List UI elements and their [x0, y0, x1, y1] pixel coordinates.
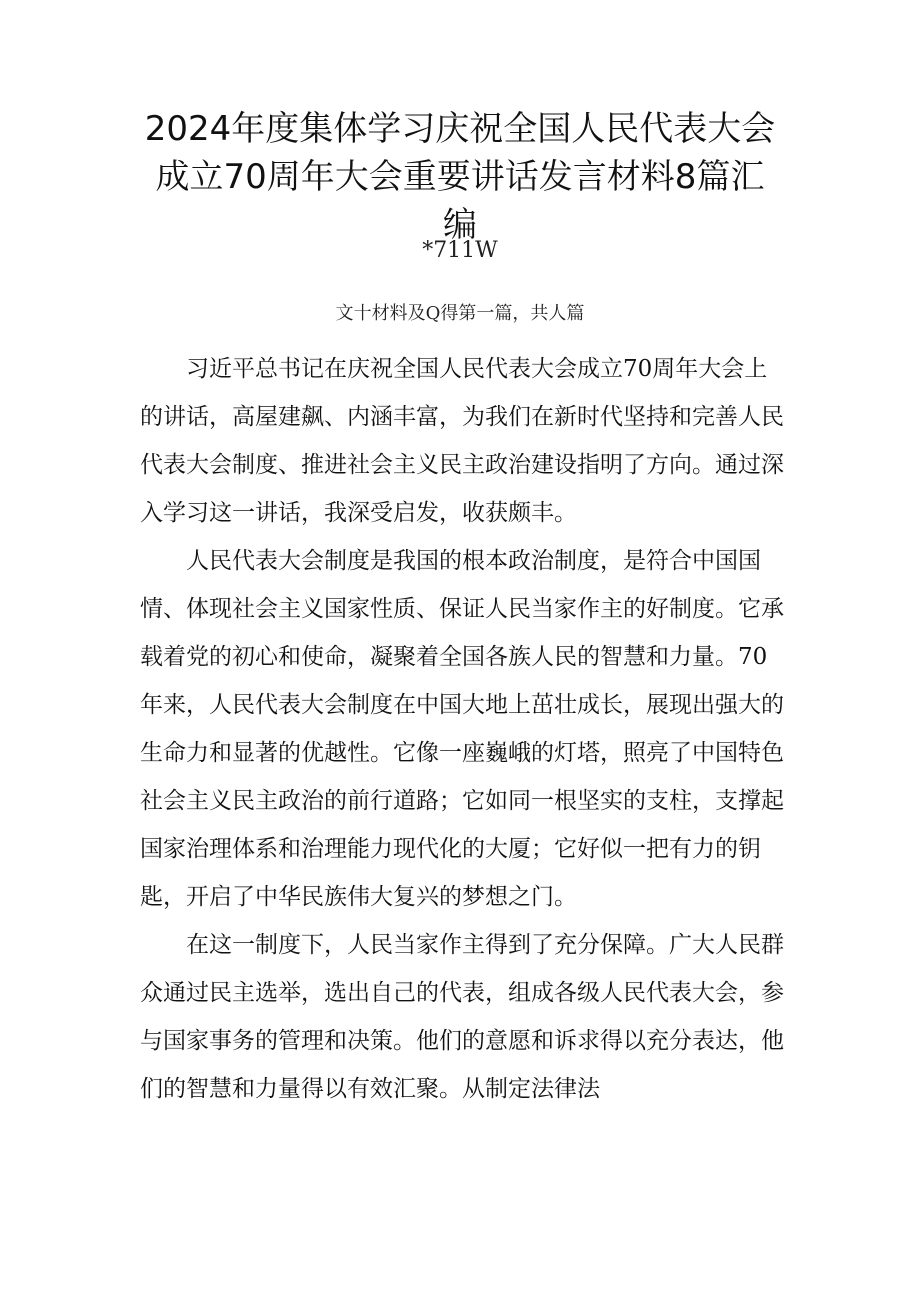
- body-text: [140, 345, 785, 1113]
- title-line-3: 编: [443, 205, 477, 245]
- paragraph-3: 在这一制度下，人民当家作主得到了充分保障。广大人民群众通过民主选举，选出自己的代表，组成各级人民代表大会，参与国家事务的管理和决策。他们的意愿和诉求得以充分表达，他们的智慧和力量得以有效汇聚。从制定法律法: [140, 932, 784, 1102]
- title-line-2: 成立70周年大会重要讲话发言材料8篇汇: [155, 157, 765, 197]
- paragraph-1: 习近平总书记在庆祝全国人民代表大会成立70周年大会上的讲话，高屋建飙、内涵丰富，为我们在新时代坚持和完善人民代表大会制度、推进社会主义民主政治建设指明了方向。通过深入学习这一讲话，我深受启发，收获颇丰。: [140, 356, 784, 526]
- document-title: [100, 105, 820, 249]
- paragraph-2: 人民代表大会制度是我国的根本政治制度，是符合中国国情、体现社会主义国家性质、保证人民当家作主的好制度。它承载着党的初心和使命，凝聚着全国各族人民的智慧和力量。70年来，人民代表大会制度在中国大地上茁壮成长，展现出强大的生命力和显著的优越性。它像一座巍峨的灯塔，照亮了中国特色社会主义民主政治的前行道路；它如同一根坚实的支柱，支撑起国家治理体系和治理能力现代化的大厦；它好似一把有力的钥匙，开启了中华民族伟大复兴的梦想之门。: [140, 548, 784, 910]
- subtitle-code: *711W: [422, 238, 498, 263]
- title-line-1: 2024年度集体学习庆祝全国人民代表大会: [144, 109, 776, 149]
- section-heading: 文十材料及Q得第一篇，共人篇: [335, 303, 585, 324]
